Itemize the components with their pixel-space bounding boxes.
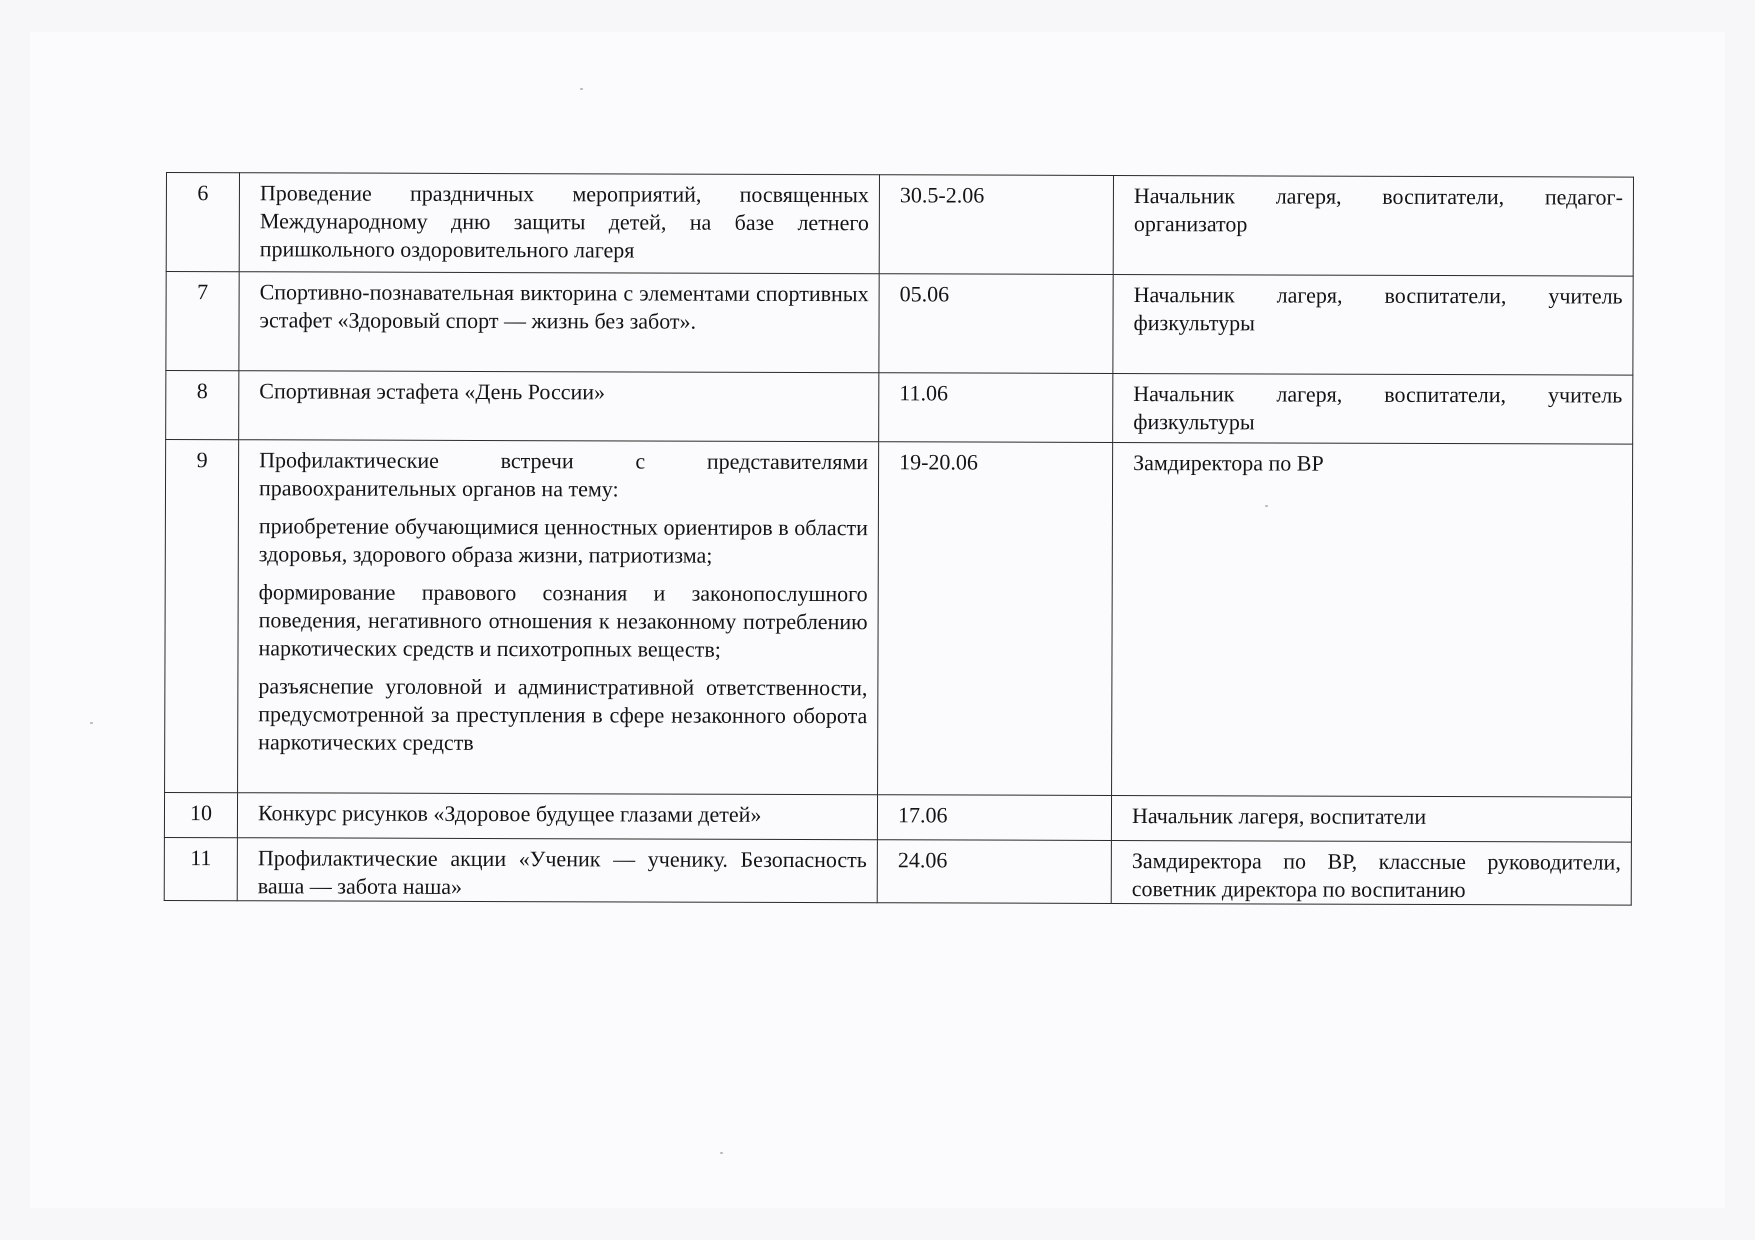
responsible-persons: Замдиректора по ВР [1112,442,1633,797]
event-description [239,371,879,442]
scan-speck [580,88,583,90]
table-row [164,792,1631,842]
event-description [239,173,879,274]
event-date: 05.06 [879,274,1113,374]
responsible-persons: Начальник лагеря, воспитатели, учитель физкультуры [1113,373,1633,444]
row-number: 6 [166,173,239,272]
responsible-persons: Начальник лагеря, воспитатели, учитель физкультуры [1113,274,1633,375]
event-date: 24.06 [877,840,1111,904]
table-row [166,173,1633,277]
event-paragraph: Спортивно-познавательная викторина с элементами спортивных эстафет «Здоровый спорт — жизнь без забот». [259,279,869,334]
event-date: 11.06 [879,373,1113,443]
event-description [237,793,877,840]
event-paragraph: Спортивная эстафета «День России» [259,378,606,405]
row-number: 9 [165,440,239,793]
event-paragraph: Профилактические акции «Ученик — ученику. Безопасность ваша — забота наша» [257,845,867,899]
event-date: 30.5-2.06 [879,175,1113,275]
event-date: 17.06 [877,795,1111,841]
table-row [166,272,1633,376]
table-row [165,440,1633,798]
event-date: 19-20.06 [878,442,1113,796]
event-paragraph: формирование правового сознания и законопослушного поведения, негативного отношения к незаконному потреблению наркотических средств и психотропных веществ; [258,579,868,662]
table-row [166,371,1633,445]
events-plan-table [164,172,1634,906]
row-number: 7 [166,272,239,371]
scan-speck [720,1152,723,1154]
event-description [238,440,879,795]
table-row [164,837,1631,905]
event-description [239,272,879,373]
event-paragraph: Конкурс рисунков «Здоровое будущее глазами детей» [257,800,762,827]
row-number: 8 [166,371,239,440]
event-paragraph: Проведение праздничных мероприятий, посвященных Международному дню защиты детей, на базе летнего пришкольного оздоровительного лагеря [259,180,869,263]
responsible-persons: Начальник лагеря, воспитатели, педагог-организатор [1113,175,1633,276]
responsible-persons: Замдиректора по ВР, классные руководители, советник директора по воспитанию [1111,840,1631,905]
row-number: 11 [164,837,237,900]
responsible-persons: Начальник лагеря, воспитатели [1111,795,1631,842]
event-paragraph: Профилактические встречи с представителями правоохранительных органов на тему: [258,447,869,502]
scan-speck [90,722,93,724]
event-paragraph: приобретение обучающимися ценностных ориентиров в области здоровья, здорового образа жизни, патриотизма; [258,513,868,568]
event-description [237,838,877,903]
row-number: 10 [164,792,237,837]
event-paragraph: разъяснепие уголовной и административной ответственности, предусмотренной за преступления в сфере незаконного оборота наркотических средств [258,673,868,755]
